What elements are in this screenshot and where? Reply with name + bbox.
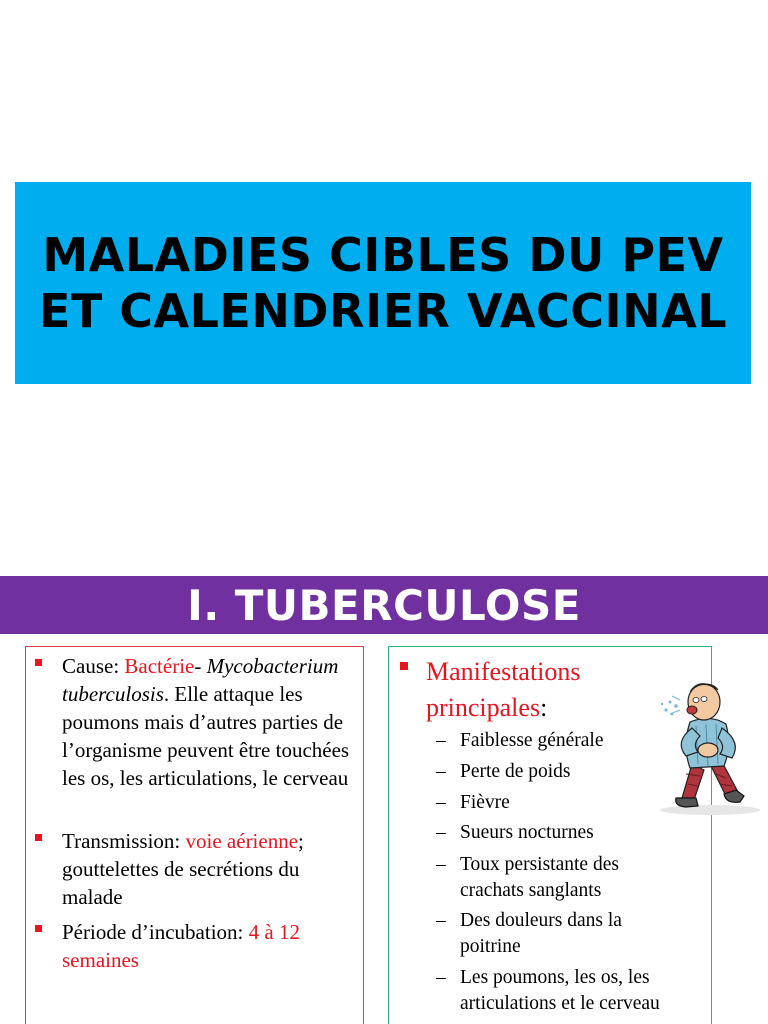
symptom-item: Faiblesse générale [460,730,604,751]
transmission-route: voie aérienne [185,829,299,853]
section-header [0,576,768,634]
incubation-paragraph [62,918,352,974]
incubation-label: Période d’incubation: [62,920,249,944]
incubation-period: 4 à 12 semaines [62,920,300,972]
title-box [15,182,751,384]
bullet-transmission [35,834,42,841]
manifestations-colon: : [540,693,548,722]
cause-label: Cause: [62,654,125,678]
title-line-2: ET CALENDRIER VACCINAL [38,284,728,338]
cause-species: Mycobacterium tuberculosis [62,654,339,706]
cause-period: . [163,682,170,706]
title-line-1: MALADIES CIBLES DU PEV [42,228,724,282]
symptom-item: Toux persistante des crachats sanglants [460,854,619,901]
symptom-item: Perte de poids [460,761,571,782]
dash-5: – [436,854,446,875]
dash-2: – [436,761,446,782]
dash-4: – [436,822,446,843]
section-title: I. TUBERCULOSE [187,580,581,630]
cause-text: Elle attaque les poumons mais d’autres parties de l’organisme peuvent être touchées les os, les articulations, le cerveau [62,682,350,790]
bullet-incubation [35,925,42,932]
transmission-paragraph [62,827,352,911]
symptom-item: Des douleurs dans la poitrine [460,910,622,957]
manifestations-heading [426,654,656,726]
dash-1: – [436,730,446,751]
dash-6: – [436,910,446,931]
bullet-manifestations [400,662,408,670]
bullet-cause [35,659,42,666]
manifestations-label: Manifestations principales [426,657,581,722]
symptom-item: Les poumons, les os, les articulations et le cerveau [460,967,660,1014]
cause-paragraph [62,652,360,792]
symptom-item: Fièvre [460,792,510,813]
coughing-man-illustration [652,676,764,816]
transmission-label: Transmission: [62,829,186,853]
cause-dash: - [194,654,202,678]
symptom-item: Sueurs nocturnes [460,822,594,843]
cause-bacteria: Bactérie [124,654,195,678]
transmission-text: ; gouttelettes de secrétions du malade [62,829,304,909]
dash-7: – [436,967,446,988]
dash-3: – [436,792,446,813]
